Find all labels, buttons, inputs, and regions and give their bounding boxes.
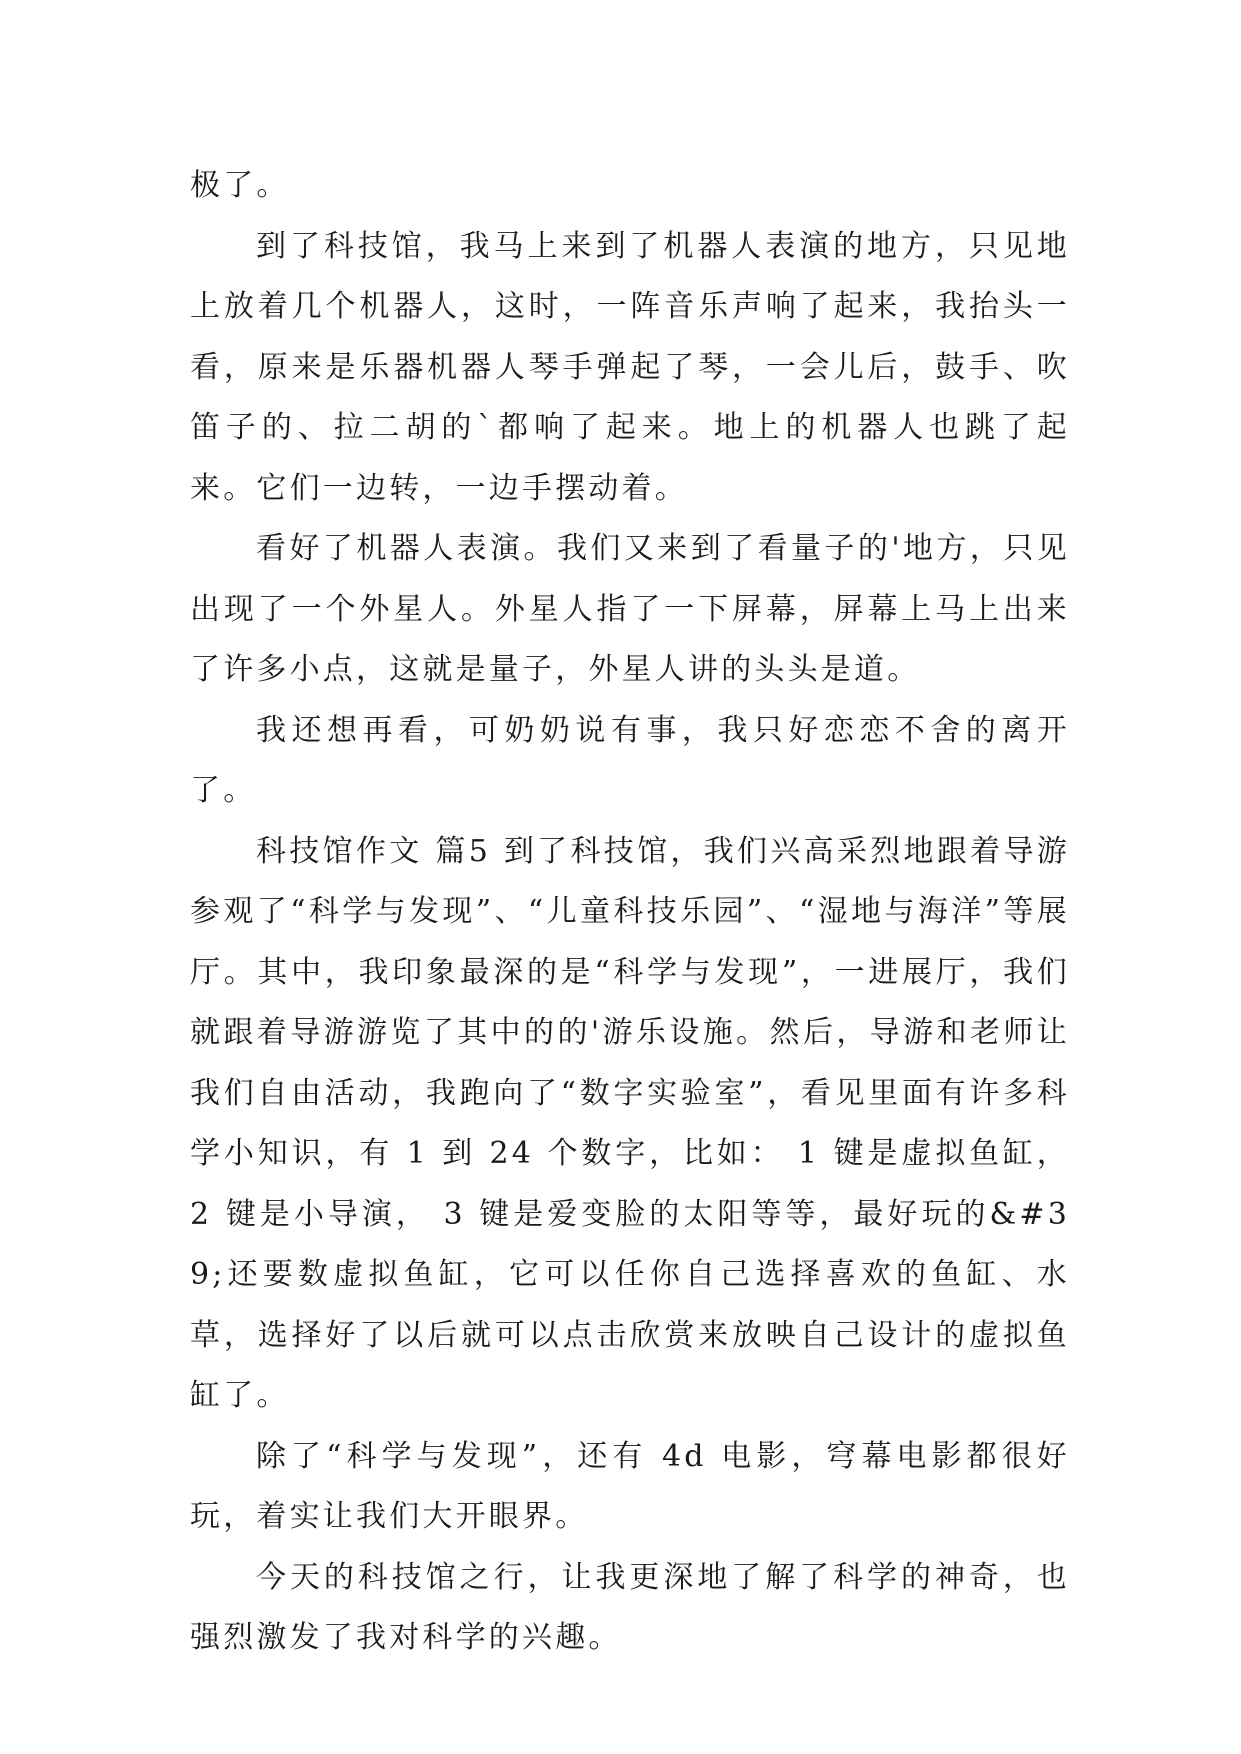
paragraph-5: 科技馆作文 篇5 到了科技馆，我们兴高采烈地跟着导游参观了“科学与发现”、“儿童科技乐园”、“湿地与海洋”等展厅。其中，我印象最深的是“科学与发现”，一进展厅，我们就跟着导游游览了其中的的'游乐设施。然后，导游和老师让我们自由活动，我跑向了“数字实验室”，看见里面有许多科学小知识，有 1 到 24 个数字，比如： 1 键是虚拟鱼缸， 2 键是小导演， 3 键是爱变脸的太阳等等，最好玩的&#39;还要数虚拟鱼缸，它可以任你自己选择喜欢的鱼缸、水草，选择好了以后就可以点击欣赏来放映自己设计的虚拟鱼缸了。 — [190, 833, 1070, 1413]
paragraph-1: 极了。 — [190, 168, 290, 203]
body-text — [190, 156, 1070, 1669]
paragraph-7: 今天的科技馆之行，让我更深地了解了科学的神奇，也强烈激发了我对科学的兴趣。 — [190, 1559, 1070, 1655]
paragraph-6: 除了“科学与发现”，还有 4d 电影，穹幕电影都很好玩，着实让我们大开眼界。 — [190, 1438, 1070, 1534]
paragraph-3: 看好了机器人表演。我们又来到了看量子的'地方，只见出现了一个外星人。外星人指了一下屏幕，屏幕上马上出来了许多小点，这就是量子，外星人讲的头头是道。 — [190, 531, 1070, 687]
paragraph-4: 我还想再看，可奶奶说有事，我只好恋恋不舍的离开了。 — [190, 712, 1070, 808]
paragraph-2: 到了科技馆，我马上来到了机器人表演的地方，只见地上放着几个机器人，这时，一阵音乐声响了起来，我抬头一看，原来是乐器机器人琴手弹起了琴，一会儿后，鼓手、吹笛子的、拉二胡的`都响了起来。地上的机器人也跳了起来。它们一边转，一边手摆动着。 — [190, 228, 1070, 506]
